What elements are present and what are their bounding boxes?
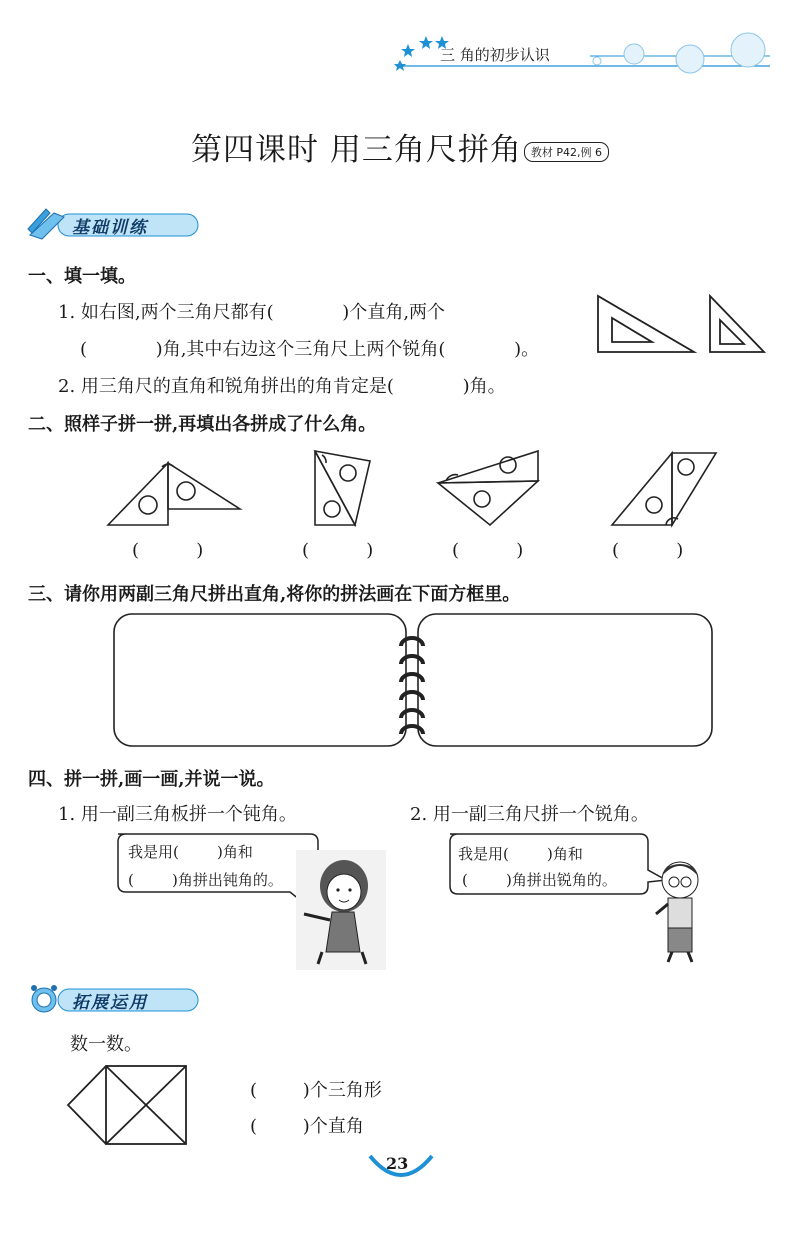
section2-answer-blank-3[interactable]: ( ) <box>452 540 524 561</box>
section4-heading: 四、拼一拼,画一画,并说一说。 <box>28 769 275 790</box>
star-icon <box>419 36 433 49</box>
section2-heading: 二、照样子拼一拼,再填出各拼成了什么角。 <box>28 414 377 435</box>
notebook-drawing-area[interactable] <box>110 610 716 750</box>
bubble-icon <box>731 33 765 67</box>
section1-heading: 一、填一填。 <box>28 266 136 287</box>
page-number: 23 <box>386 1154 409 1173</box>
extend-prompt: 数一数。 <box>70 1034 142 1055</box>
bubble2-line2: ( )角拼出锐角的。 <box>462 871 617 889</box>
chapter-header: 三 角的初步认识 <box>440 46 550 64</box>
section1-question1-line1: 1. 如右图,两个三角尺都有( )个直角,两个 <box>58 302 446 323</box>
example-angle-figures <box>100 445 730 535</box>
boy-illustration <box>648 858 710 968</box>
bubble-icon <box>624 44 644 64</box>
section2-answer-blank-1[interactable]: ( ) <box>132 540 204 561</box>
section1-question1-line2: ( )角,其中右边这个三角尺上两个锐角( )。 <box>80 339 540 360</box>
puzzle-figure-3 <box>438 451 538 525</box>
bubble-icon <box>676 45 704 73</box>
basic-training-banner: 基础训练 <box>72 218 148 238</box>
girl-illustration <box>296 850 386 970</box>
notebook-right-page <box>418 614 712 746</box>
section2-answer-blank-4[interactable]: ( ) <box>612 540 684 561</box>
triangle-rulers-figure <box>592 290 772 358</box>
extend-application-banner: 拓展运用 <box>72 993 148 1013</box>
page-title <box>0 124 800 169</box>
star-icon <box>401 44 415 57</box>
textbook-reference-tag: 教材 P42,例 6 <box>524 142 609 162</box>
bubble1-line1: 我是用( )角和 <box>128 843 253 861</box>
alarm-clock-icon <box>31 985 57 1012</box>
triangle-count-blank[interactable]: ( )个三角形 <box>250 1080 382 1101</box>
puzzle-figure-4 <box>612 453 716 525</box>
section3-heading: 三、请你用两副三角尺拼出直角,将你的拼法画在下面方框里。 <box>28 584 521 605</box>
section4-question2: 2. 用一副三角尺拼一个锐角。 <box>410 804 649 825</box>
puzzle-figure-2 <box>315 451 370 525</box>
notebook-left-page <box>114 614 406 746</box>
right-angle-count-blank[interactable]: ( )个直角 <box>250 1116 364 1137</box>
star-icon <box>394 60 406 71</box>
section4-question1: 1. 用一副三角板拼一个钝角。 <box>58 804 297 825</box>
section1-question2: 2. 用三角尺的直角和锐角拼出的角肯定是( )角。 <box>58 376 506 397</box>
section2-answer-blank-2[interactable]: ( ) <box>302 540 374 561</box>
bubble1-line2: ( )角拼出钝角的。 <box>128 871 283 889</box>
bubble2-line1: 我是用( )角和 <box>458 845 583 863</box>
counting-figure <box>66 1062 190 1148</box>
title-main: 第四课时 用三角尺拼角 <box>191 132 522 168</box>
puzzle-figure-1 <box>108 463 240 525</box>
